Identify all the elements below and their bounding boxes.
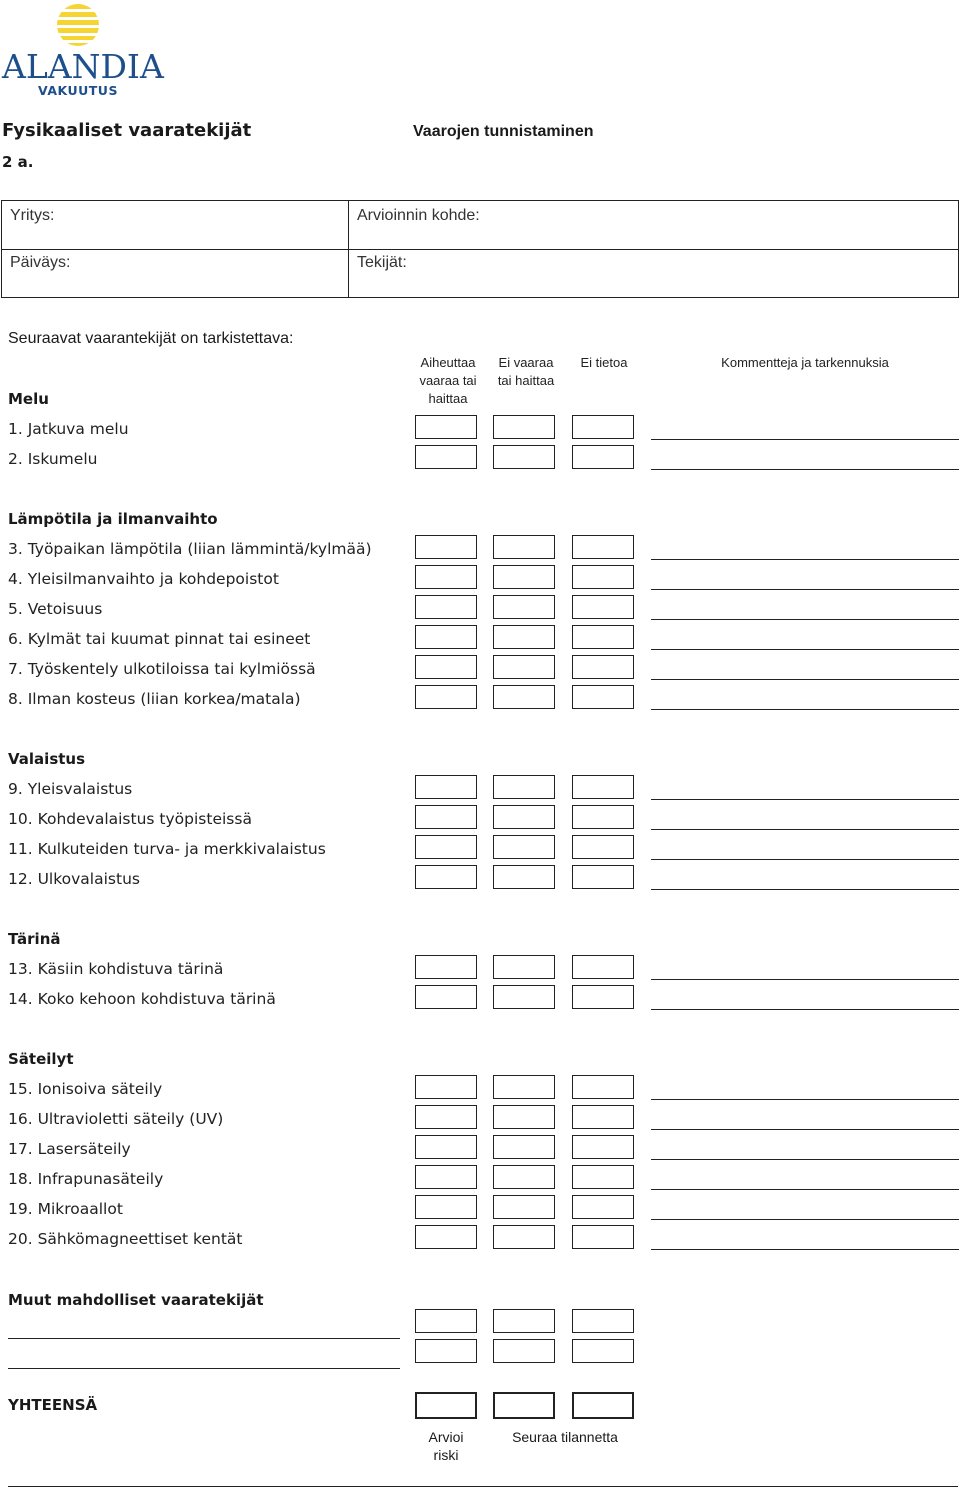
checkbox-no-information[interactable] — [572, 1195, 634, 1219]
column-header-no-information: Ei tietoa — [580, 355, 628, 370]
checkbox-no-information[interactable] — [572, 985, 634, 1009]
section-title-radiation: Säteilyt — [8, 1050, 74, 1068]
comment-line[interactable] — [651, 469, 959, 470]
checkbox-no-hazard[interactable] — [493, 805, 555, 829]
hazard-item-label: 18. Infrapunasäteily — [8, 1170, 164, 1188]
date-field[interactable]: Päiväys: — [10, 254, 71, 271]
comment-line[interactable] — [651, 619, 959, 620]
checkbox-no-information[interactable] — [572, 1075, 634, 1099]
section-title-other: Muut mahdolliset vaaratekijät — [8, 1291, 264, 1309]
checkbox-causes-hazard[interactable] — [415, 565, 477, 589]
checkbox-causes-hazard[interactable] — [415, 415, 477, 439]
checkbox-no-information[interactable] — [572, 865, 634, 889]
comment-line[interactable] — [651, 709, 959, 710]
column-header-causes-hazard: Aiheuttaa vaaraa tai haittaa — [419, 355, 477, 406]
checkbox-causes-hazard[interactable] — [415, 595, 477, 619]
comment-line[interactable] — [651, 649, 959, 650]
checkbox-no-hazard[interactable] — [493, 655, 555, 679]
checkbox-no-hazard[interactable] — [493, 1309, 555, 1333]
form-section-title: Vaarojen tunnistaminen — [413, 123, 594, 140]
logo-subtitle: VAKUUTUS — [38, 83, 118, 98]
alandia-logo-sun-icon — [55, 3, 101, 47]
checkbox-no-information[interactable] — [572, 775, 634, 799]
hazard-item-label: 11. Kulkuteiden turva- ja merkkivalaistus — [8, 840, 326, 858]
total-checkbox-extra[interactable] — [572, 1392, 634, 1419]
checkbox-no-information[interactable] — [572, 415, 634, 439]
hazard-item-label: 2. Iskumelu — [8, 450, 98, 468]
form-title: Fysikaaliset vaaratekijät — [2, 120, 252, 141]
total-checkbox-risk[interactable] — [415, 1392, 477, 1419]
checkbox-causes-hazard[interactable] — [415, 625, 477, 649]
hazard-item-label: 4. Yleisilmanvaihto ja kohdepoistot — [8, 570, 279, 588]
comment-line[interactable] — [651, 679, 959, 680]
checkbox-no-hazard[interactable] — [493, 775, 555, 799]
form-number: 2 a. — [2, 153, 34, 171]
hazard-item-label: 12. Ulkovalaistus — [8, 870, 140, 888]
checkbox-causes-hazard[interactable] — [415, 1075, 477, 1099]
checkbox-no-hazard[interactable] — [493, 415, 555, 439]
checkbox-no-hazard[interactable] — [493, 1075, 555, 1099]
checkbox-no-information[interactable] — [572, 835, 634, 859]
checkbox-no-hazard[interactable] — [493, 1195, 555, 1219]
checkbox-no-hazard[interactable] — [493, 565, 555, 589]
checkbox-no-information[interactable] — [572, 685, 634, 709]
intro-text: Seuraavat vaarantekijät on tarkistettava: — [8, 330, 294, 347]
section-title-noise: Melu — [8, 390, 49, 408]
comment-line[interactable] — [651, 1159, 959, 1160]
comment-line[interactable] — [651, 1249, 959, 1250]
hazard-item-label: 14. Koko kehoon kohdistuva tärinä — [8, 990, 276, 1008]
checkbox-no-information[interactable] — [572, 1105, 634, 1129]
checkbox-no-hazard[interactable] — [493, 1225, 555, 1249]
comment-line[interactable] — [651, 799, 959, 800]
checkbox-no-hazard[interactable] — [493, 685, 555, 709]
column-header-comments: Kommentteja ja tarkennuksia — [721, 355, 889, 370]
checkbox-no-hazard[interactable] — [493, 1165, 555, 1189]
checkbox-no-information[interactable] — [572, 805, 634, 829]
checkbox-causes-hazard[interactable] — [415, 775, 477, 799]
checkbox-no-hazard[interactable] — [493, 1135, 555, 1159]
checkbox-causes-hazard[interactable] — [415, 535, 477, 559]
section-title-vibration: Tärinä — [8, 930, 61, 948]
comment-line[interactable] — [651, 889, 959, 890]
checkbox-causes-hazard[interactable] — [415, 865, 477, 889]
hazard-item-label: 9. Yleisvalaistus — [8, 780, 133, 798]
checkbox-causes-hazard[interactable] — [415, 805, 477, 829]
section-title-temperature: Lämpötila ja ilmanvaihto — [8, 510, 218, 528]
checkbox-no-information[interactable] — [572, 565, 634, 589]
checkbox-no-information[interactable] — [572, 595, 634, 619]
checkbox-no-hazard[interactable] — [493, 985, 555, 1009]
checkbox-causes-hazard[interactable] — [415, 1225, 477, 1249]
total-checkbox-follow[interactable] — [493, 1392, 555, 1419]
checkbox-no-hazard[interactable] — [493, 595, 555, 619]
comment-line[interactable] — [651, 439, 959, 440]
checkbox-causes-hazard[interactable] — [415, 1165, 477, 1189]
checkbox-causes-hazard[interactable] — [415, 1105, 477, 1129]
comment-line[interactable] — [651, 1129, 959, 1130]
checkbox-no-hazard[interactable] — [493, 955, 555, 979]
hazard-item-label: 15. Ionisoiva säteily — [8, 1080, 163, 1098]
checkbox-causes-hazard[interactable] — [415, 655, 477, 679]
checkbox-no-hazard[interactable] — [493, 835, 555, 859]
logo-wordmark: ALANDIA — [2, 47, 164, 86]
comment-line[interactable] — [651, 1009, 959, 1010]
hazard-item-label: 16. Ultravioletti säteily (UV) — [8, 1110, 224, 1128]
checkbox-causes-hazard[interactable] — [415, 985, 477, 1009]
checkbox-no-hazard[interactable] — [493, 535, 555, 559]
hazard-item-label: 13. Käsiin kohdistuva tärinä — [8, 960, 224, 978]
checkbox-no-information[interactable] — [572, 1165, 634, 1189]
comment-line[interactable] — [651, 1219, 959, 1220]
comment-line[interactable] — [651, 589, 959, 590]
checkbox-no-information[interactable] — [572, 445, 634, 469]
checkbox-no-information[interactable] — [572, 1309, 634, 1333]
checkbox-no-hazard[interactable] — [493, 865, 555, 889]
authors-field[interactable]: Tekijät: — [357, 254, 407, 271]
checkbox-no-information[interactable] — [572, 655, 634, 679]
hazard-item-label: 19. Mikroaallot — [8, 1200, 123, 1218]
checkbox-no-information[interactable] — [572, 625, 634, 649]
hazard-item-label: 17. Lasersäteily — [8, 1140, 131, 1158]
company-field[interactable]: Yritys: — [10, 207, 55, 224]
column-header-no-hazard: Ei vaaraa tai haittaa — [497, 355, 555, 388]
checkbox-no-hazard[interactable] — [493, 445, 555, 469]
hazard-item-label: 8. Ilman kosteus (liian korkea/matala) — [8, 690, 301, 708]
comment-line[interactable] — [651, 829, 959, 830]
total-label: YHTEENSÄ — [8, 1396, 98, 1414]
checkbox-causes-hazard[interactable] — [415, 835, 477, 859]
checkbox-no-hazard[interactable] — [493, 1105, 555, 1129]
checkbox-no-hazard[interactable] — [493, 625, 555, 649]
checkbox-no-information[interactable] — [572, 1135, 634, 1159]
checkbox-causes-hazard[interactable] — [415, 1339, 477, 1363]
hazard-item-label: 20. Sähkömagneettiset kentät — [8, 1230, 243, 1248]
hazard-item-label: 5. Vetoisuus — [8, 600, 103, 618]
checkbox-no-information[interactable] — [572, 535, 634, 559]
checkbox-causes-hazard[interactable] — [415, 1135, 477, 1159]
hazard-item-label: 6. Kylmät tai kuumat pinnat tai esineet — [8, 630, 311, 648]
checkbox-causes-hazard[interactable] — [415, 445, 477, 469]
checkbox-causes-hazard[interactable] — [415, 1195, 477, 1219]
hazard-item-label: 7. Työskentely ulkotiloissa tai kylmiössä — [8, 660, 316, 678]
info-box — [1, 200, 959, 298]
checkbox-causes-hazard[interactable] — [415, 955, 477, 979]
comment-line[interactable] — [651, 1189, 959, 1190]
other-hazard-line[interactable] — [8, 1368, 400, 1369]
checkbox-no-information[interactable] — [572, 955, 634, 979]
follow-situation-caption: Seuraa tilannetta — [512, 1429, 618, 1445]
hazard-item-label: 10. Kohdevalaistus työpisteissä — [8, 810, 252, 828]
section-title-lighting: Valaistus — [8, 750, 86, 768]
checkbox-no-information[interactable] — [572, 1225, 634, 1249]
comment-line[interactable] — [651, 1099, 959, 1100]
target-field[interactable]: Arvioinnin kohde: — [357, 207, 480, 224]
checkbox-no-information[interactable] — [572, 1339, 634, 1363]
hazard-item-label: 1. Jatkuva melu — [8, 420, 129, 438]
checkbox-causes-hazard[interactable] — [415, 685, 477, 709]
comment-line[interactable] — [651, 559, 959, 560]
checkbox-causes-hazard[interactable] — [415, 1309, 477, 1333]
hazard-item-label: 3. Työpaikan lämpötila (liian lämmintä/kylmää) — [8, 540, 372, 558]
other-hazard-line[interactable] — [8, 1338, 400, 1339]
bottom-rule — [8, 1486, 958, 1487]
checkbox-no-hazard[interactable] — [493, 1339, 555, 1363]
comment-line[interactable] — [651, 859, 959, 860]
comment-line[interactable] — [651, 979, 959, 980]
assess-risk-caption: Arvioi riski — [428, 1429, 464, 1463]
